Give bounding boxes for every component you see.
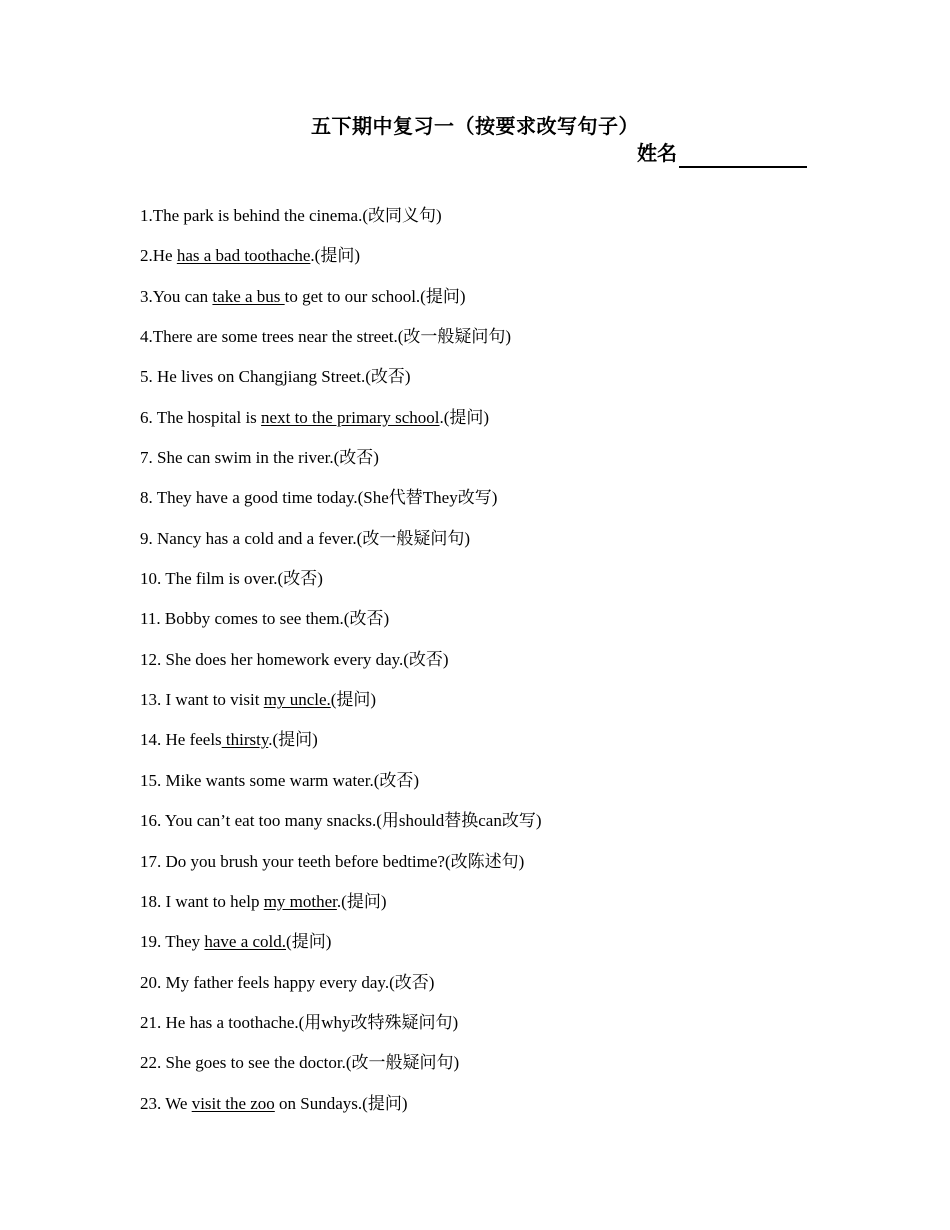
question-item <box>140 1050 542 1090</box>
question-text: 23. We <box>140 1093 192 1113</box>
question-text: 13. I want to visit <box>140 690 264 710</box>
question-item <box>140 243 542 283</box>
name-label: 姓名 <box>637 141 677 165</box>
question-text: 12. She does her homework every day.(改否) <box>140 649 449 669</box>
question-item <box>140 566 542 606</box>
question-text: 4.There are some trees near the street.(改一般疑问句) <box>140 327 512 347</box>
question-instruction: .(提问) <box>439 407 490 427</box>
question-item <box>140 768 542 808</box>
question-text: 16. You can’t eat too many snacks.(用should替换can改写) <box>140 811 542 831</box>
question-item <box>140 687 542 727</box>
question-item <box>140 606 542 646</box>
underlined-target: thirsty <box>221 730 269 750</box>
question-text: 19. They <box>140 932 205 952</box>
question-item <box>140 364 542 404</box>
underlined-target: take a bus <box>212 286 285 306</box>
question-instruction: .(提问) <box>336 891 387 911</box>
underlined-target: next to the primary school <box>261 407 440 427</box>
question-text: 21. He has a toothache.(用why改特殊疑问句) <box>140 1012 459 1032</box>
question-text: 2.He <box>140 246 177 266</box>
question-item <box>140 808 542 848</box>
question-text: 18. I want to help <box>140 891 264 911</box>
page-title: 五下期中复习一（按要求改写句子） <box>311 114 639 138</box>
underlined-target: my uncle. <box>263 690 331 710</box>
question-item <box>140 284 542 324</box>
question-text: 7. She can swim in the river.(改否) <box>140 448 379 468</box>
question-list <box>140 203 542 1131</box>
question-text: 20. My father feels happy every day.(改否) <box>140 972 435 992</box>
question-text: 8. They have a good time today.(She代替They改写) <box>140 488 498 508</box>
underlined-target: my mother <box>263 891 337 911</box>
question-instruction: (提问) <box>330 690 377 710</box>
name-field <box>637 138 807 168</box>
question-item <box>140 526 542 566</box>
question-item <box>140 203 542 243</box>
underlined-target: visit the zoo <box>191 1093 275 1113</box>
question-item <box>140 889 542 929</box>
question-instruction: on Sundays.(提问) <box>274 1093 408 1113</box>
question-item <box>140 727 542 767</box>
question-item <box>140 445 542 485</box>
question-item <box>140 324 542 364</box>
question-instruction: .(提问) <box>310 246 360 266</box>
question-text: 10. The film is over.(改否) <box>140 569 323 589</box>
question-item <box>140 849 542 889</box>
question-text: 15. Mike wants some warm water.(改否) <box>140 770 420 790</box>
question-text: 22. She goes to see the doctor.(改一般疑问句) <box>140 1053 460 1073</box>
name-blank-line <box>679 142 807 168</box>
question-text: 6. The hospital is <box>140 407 262 427</box>
question-text: 14. He feels <box>140 730 222 750</box>
question-item <box>140 970 542 1010</box>
question-text: 11. Bobby comes to see them.(改否) <box>140 609 390 629</box>
underlined-target: have a cold. <box>204 932 287 952</box>
question-item <box>140 405 542 445</box>
question-item <box>140 1091 542 1131</box>
question-item <box>140 929 542 969</box>
question-text: 1.The park is behind the cinema.(改同义句) <box>140 206 442 225</box>
question-item <box>140 647 542 687</box>
question-instruction: .(提问) <box>268 730 318 750</box>
question-text: 17. Do you brush your teeth before bedtime?(改陈述句) <box>140 851 525 871</box>
question-text: 5. He lives on Changjiang Street.(改否) <box>140 367 411 387</box>
question-text: 3.You can <box>140 286 213 306</box>
question-item <box>140 1010 542 1050</box>
underlined-target: has a bad toothache <box>176 246 311 266</box>
question-instruction: to get to our school.(提问) <box>284 286 466 306</box>
question-text: 9. Nancy has a cold and a fever.(改一般疑问句) <box>140 528 470 548</box>
question-instruction: (提问) <box>286 932 332 952</box>
question-item <box>140 485 542 525</box>
